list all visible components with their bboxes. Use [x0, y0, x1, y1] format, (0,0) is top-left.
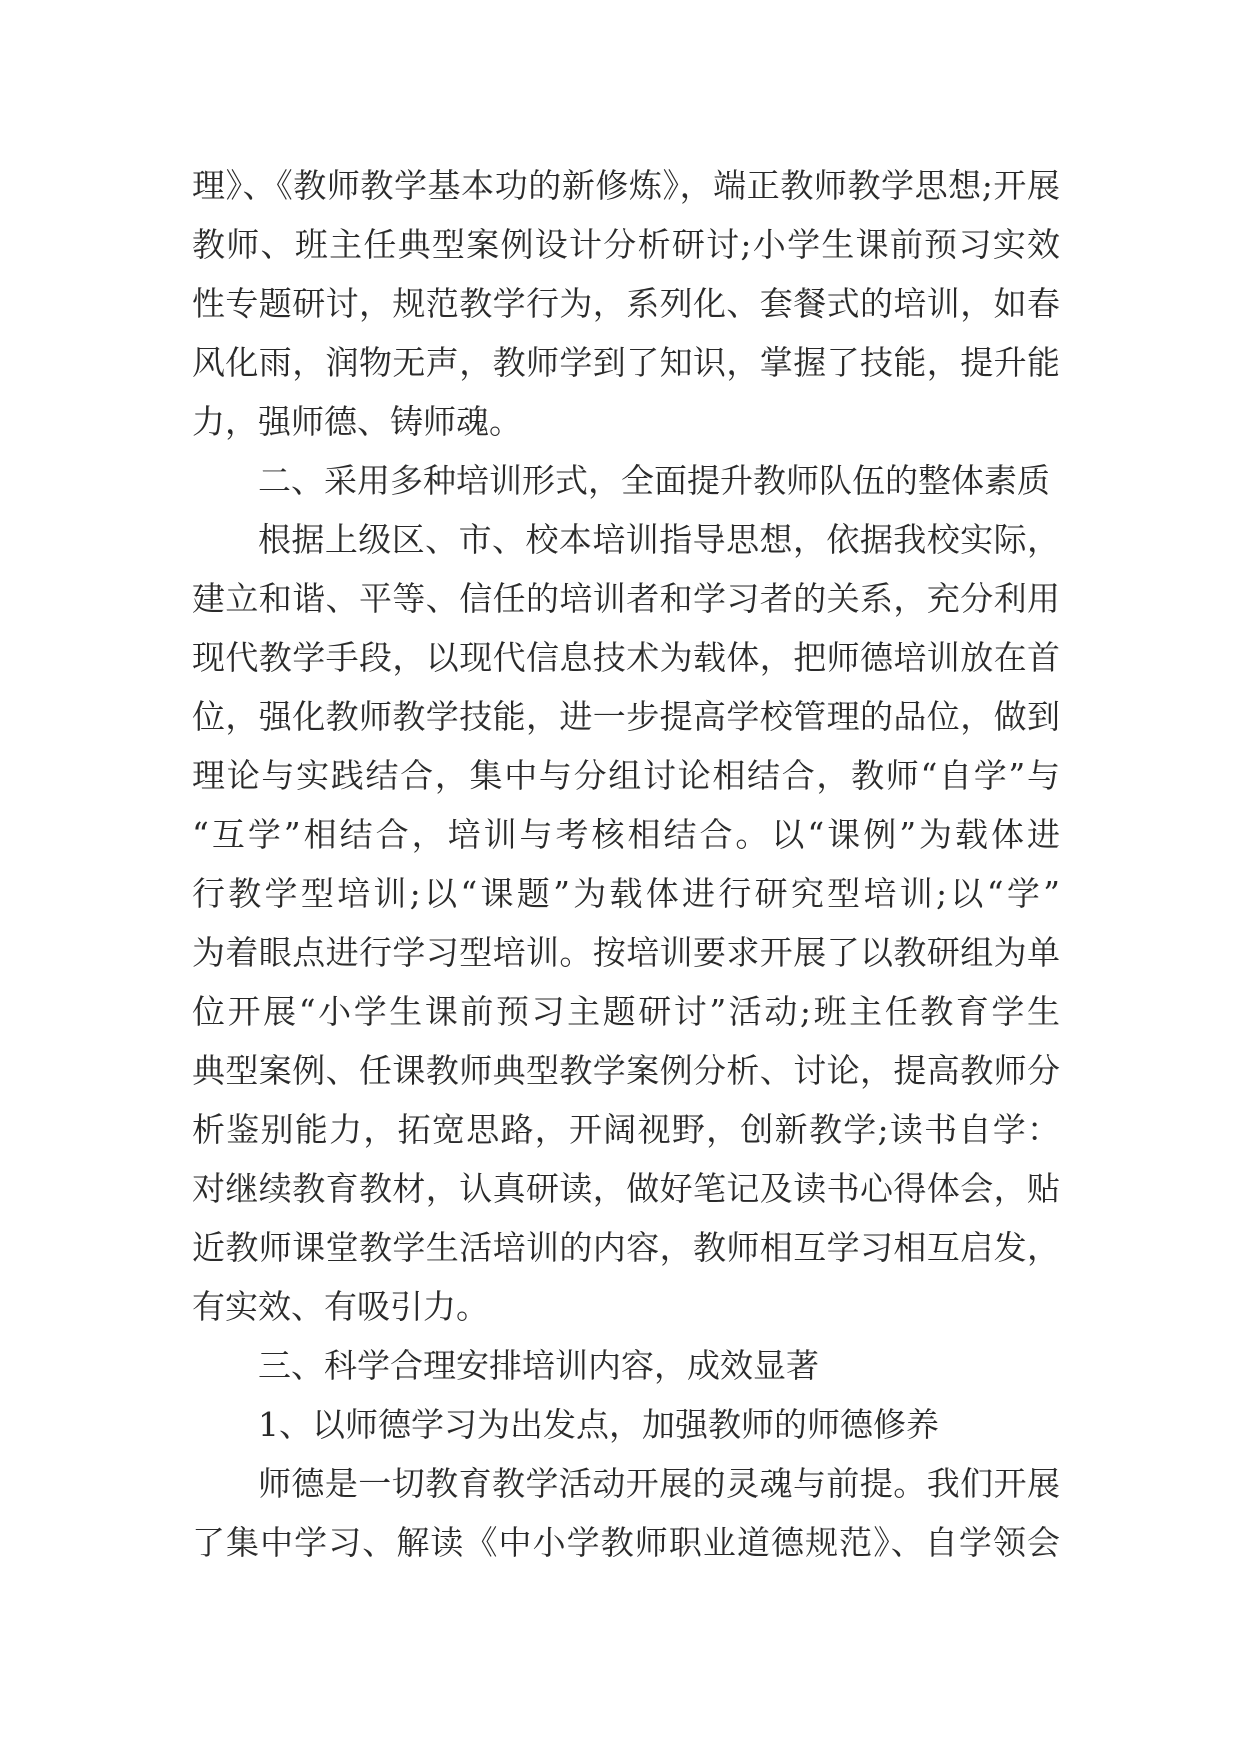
text-line: 典型案例、任课教师典型教学案例分析、讨论，提高教师分 [192, 1051, 1060, 1090]
text-line: 位开展“小学生课前预习主题研讨”活动;班主任教育学生 [192, 992, 1060, 1031]
document-page [192, 156, 1060, 1572]
text-line: 三、科学合理安排培训内容，成效显著 [258, 1346, 819, 1385]
text-line: 理》、《教师教学基本功的新修炼》，端正教师教学思想;开展 [192, 166, 1060, 205]
text-line: 二、采用多种培训形式，全面提升教师队伍的整体素质 [258, 461, 1050, 500]
text-line: 根据上级区、市、校本培训指导思想，依据我校实际， [258, 520, 1060, 559]
text-line: 为着眼点进行学习型培训。按培训要求开展了以教研组为单 [192, 933, 1060, 972]
text-line: 力，强师德、铸师魂。 [192, 402, 522, 441]
text-line: 了集中学习、解读《中小学教师职业道德规范》、自学领会 [192, 1523, 1060, 1562]
text-line: 1、以师德学习为出发点，加强教师的师德修养 [258, 1405, 939, 1444]
text-line: 师德是一切教育教学活动开展的灵魂与前提。我们开展 [258, 1464, 1060, 1503]
text-line: 析鉴别能力，拓宽思路，开阔视野，创新教学;读书自学： [192, 1110, 1060, 1149]
text-line: “互学”相结合，培训与考核相结合。以“课例”为载体进 [192, 815, 1060, 854]
text-line: 建立和谐、平等、信任的培训者和学习者的关系，充分利用 [192, 579, 1060, 618]
text-line: 行教学型培训;以“课题”为载体进行研究型培训;以“学” [192, 874, 1060, 913]
text-line: 教师、班主任典型案例设计分析研讨;小学生课前预习实效 [192, 225, 1060, 264]
text-line: 有实效、有吸引力。 [192, 1287, 489, 1326]
text-line: 近教师课堂教学生活培训的内容，教师相互学习相互启发， [192, 1228, 1060, 1267]
text-line: 现代教学手段，以现代信息技术为载体，把师德培训放在首 [192, 638, 1060, 677]
text-line: 理论与实践结合，集中与分组讨论相结合，教师“自学”与 [192, 756, 1060, 795]
text-line: 风化雨，润物无声，教师学到了知识，掌握了技能，提升能 [192, 343, 1060, 382]
text-line: 性专题研讨，规范教学行为，系列化、套餐式的培训，如春 [192, 284, 1060, 323]
text-line: 位，强化教师教学技能，进一步提高学校管理的品位，做到 [192, 697, 1060, 736]
text-line: 对继续教育教材，认真研读，做好笔记及读书心得体会，贴 [192, 1169, 1060, 1208]
